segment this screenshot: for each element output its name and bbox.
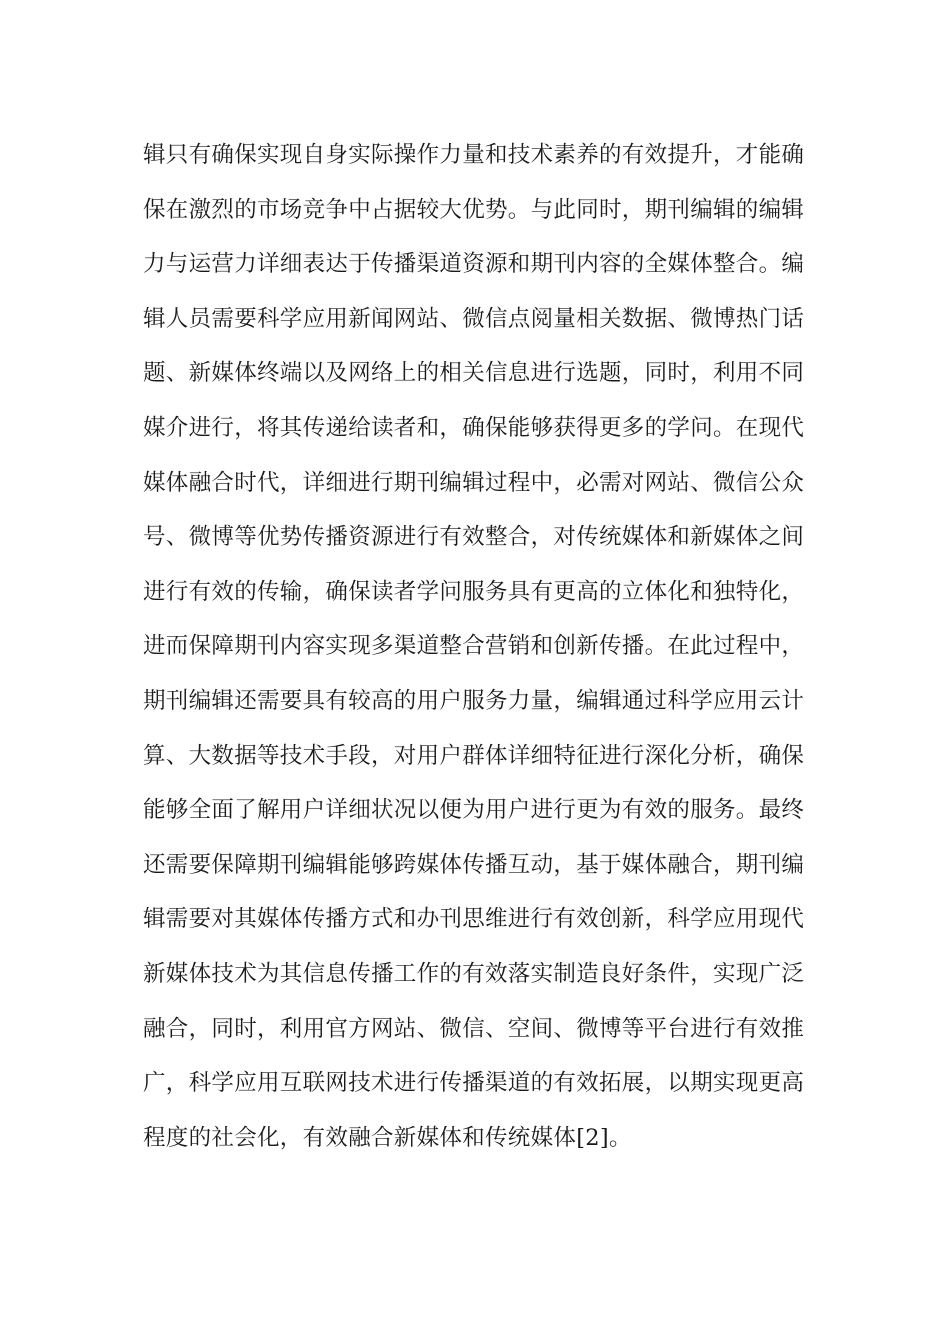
text-line: 能够全面了解用户详细状况以便为用户进行更为有效的服务。最终 — [143, 797, 805, 824]
body-paragraph — [143, 128, 813, 1165]
text-line: 媒介进行，将其传递给读者和，确保能够获得更多的学问。在现代 — [143, 414, 805, 441]
text-line: 期刊编辑还需要具有较高的用户服务力量，编辑通过科学应用云计 — [143, 687, 805, 714]
text-line: 算、大数据等技术手段，对用户群体详细特征进行深化分析，确保 — [143, 742, 805, 769]
text-line: 辑只有确保实现自身实际操作力量和技术素养的有效提升，才能确 — [143, 142, 805, 168]
text-line: 进行有效的传输，确保读者学问服务具有更高的立体化和独特化， — [143, 578, 805, 605]
text-line: 题、新媒体终端以及网络上的相关信息进行选题，同时，利用不同 — [143, 360, 805, 387]
text-line: 程度的社会化，有效融合新媒体和传统媒体[2]。 — [143, 1124, 632, 1151]
text-line: 辑需要对其媒体传播方式和办刊思维进行有效创新，科学应用现代 — [143, 906, 805, 933]
text-line: 力与运营力详细表达于传播渠道资源和期刊内容的全媒体整合。编 — [143, 251, 805, 278]
text-line: 还需要保障期刊编辑能够跨媒体传播互动，基于媒体融合，期刊编 — [143, 851, 805, 878]
text-line: 广，科学应用互联网技术进行传播渠道的有效拓展，以期实现更高 — [143, 1070, 805, 1097]
text-line: 保在激烈的市场竞争中占据较大优势。与此同时，期刊编辑的编辑 — [143, 196, 805, 223]
text-line: 进而保障期刊内容实现多渠道整合营销和创新传播。在此过程中， — [143, 633, 805, 660]
text-line: 辑人员需要科学应用新闻网站、微信点阅量相关数据、微博热门话 — [143, 305, 805, 332]
text-line: 号、微博等优势传播资源进行有效整合，对传统媒体和新媒体之间 — [143, 524, 805, 551]
text-line: 媒体融合时代，详细进行期刊编辑过程中，必需对网站、微信公众 — [143, 469, 805, 496]
text-line: 新媒体技术为其信息传播工作的有效落实制造良好条件，实现广泛 — [143, 960, 805, 987]
text-line: 融合，同时，利用官方网站、微信、空间、微博等平台进行有效推 — [143, 1015, 805, 1042]
